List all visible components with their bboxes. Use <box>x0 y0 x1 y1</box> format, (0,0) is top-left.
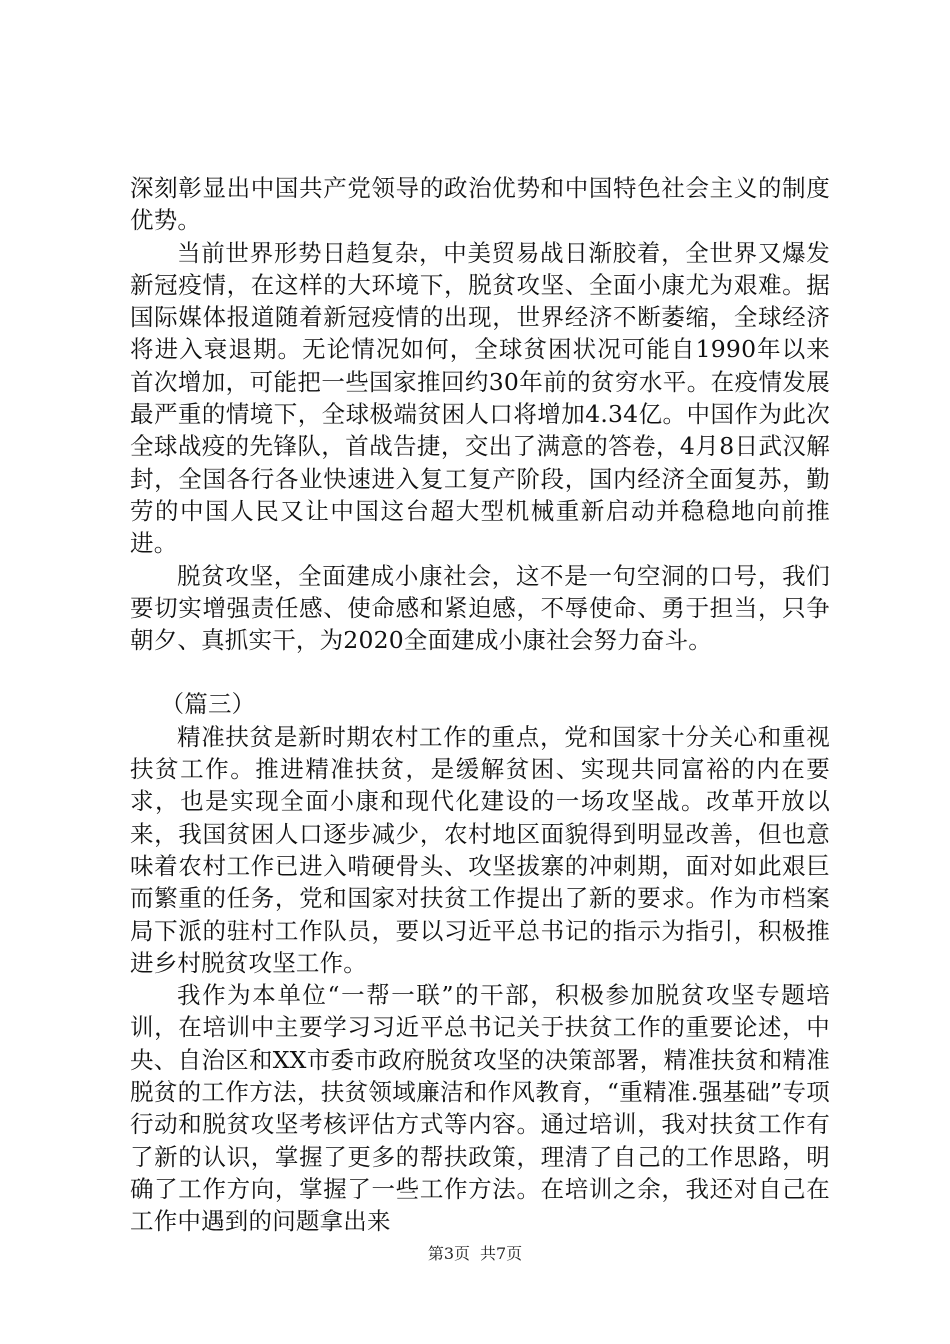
page-total: 共7页 <box>480 1244 523 1263</box>
paragraph-precision-poverty: 精准扶贫是新时期农村工作的重点，党和国家十分关心和重视扶贫工作。推进精准扶贫，是缓解贫困、实现共同富裕的内在要求，也是实现全面小康和现代化建设的一场攻坚战。改革开放以来，我国贫困人口逐步减少，农村地区面貌得到明显改善，但也意味着农村工作已进入啃硬骨头、攻坚拔寨的冲刺期，面对如此艰巨而繁重的任务，党和国家对扶贫工作提出了新的要求。作为市档案局下派的驻村工作队员，要以习近平总书记的指示为指引，积极推进乡村脱贫攻坚工作。 <box>130 722 830 977</box>
paragraph-world-situation: 当前世界形势日趋复杂，中美贸易战日渐胶着，全世界又爆发新冠疫情，在这样的大环境下，脱贫攻坚、全面小康尤为艰难。据国际媒体报道随着新冠疫情的出现，世界经济不断萎缩，全球经济将进入衰退期。无论情况如何，全球贫困状况可能自1990年以来首次增加，可能把一些国家推回约30年前的贫穷水平。在疫情发展最严重的情境下，全球极端贫困人口将增加4.34亿。中国作为此次全球战疫的先锋队，首战告捷，交出了满意的答卷，4月8日武汉解封，全国各行各业快速进入复工复产阶段，国内经济全面复苏，勤劳的中国人民又让中国这台超大型机械重新启动并稳稳地向前推进。 <box>130 238 830 558</box>
page-footer <box>0 1244 950 1264</box>
section-heading: （篇三） <box>160 690 256 719</box>
paragraph-conclusion: 脱贫攻坚，全面建成小康社会，这不是一句空洞的口号，我们要切实增强责任感、使命感和紧迫感，不辱使命、勇于担当，只争朝夕、真抓实干，为2020全面建成小康社会努力奋斗。 <box>130 561 830 655</box>
page-number: 第3页 <box>427 1244 470 1263</box>
paragraph-training: 我作为本单位“一帮一联”的干部，积极参加脱贫攻坚专题培训，在培训中主要学习习近平总书记关于扶贫工作的重要论述，中央、自治区和XX市委市政府脱贫攻坚的决策部署，精准扶贫和精准脱贫的工作方法，扶贫领域廉洁和作风教育，“重精准.强基础”专项行动和脱贫攻坚考核评估方式等内容。通过培训，我对扶贫工作有了新的认识，掌握了更多的帮扶政策，理清了自己的工作思路，明确了工作方向，掌握了一些工作方法。在培训之余，我还对自己在工作中遇到的问题拿出来 <box>130 981 830 1236</box>
document-body <box>130 172 830 1238</box>
paragraph-continuation: 深刻彰显出中国共产党领导的政治优势和中国特色社会主义的制度优势。 <box>130 174 830 235</box>
